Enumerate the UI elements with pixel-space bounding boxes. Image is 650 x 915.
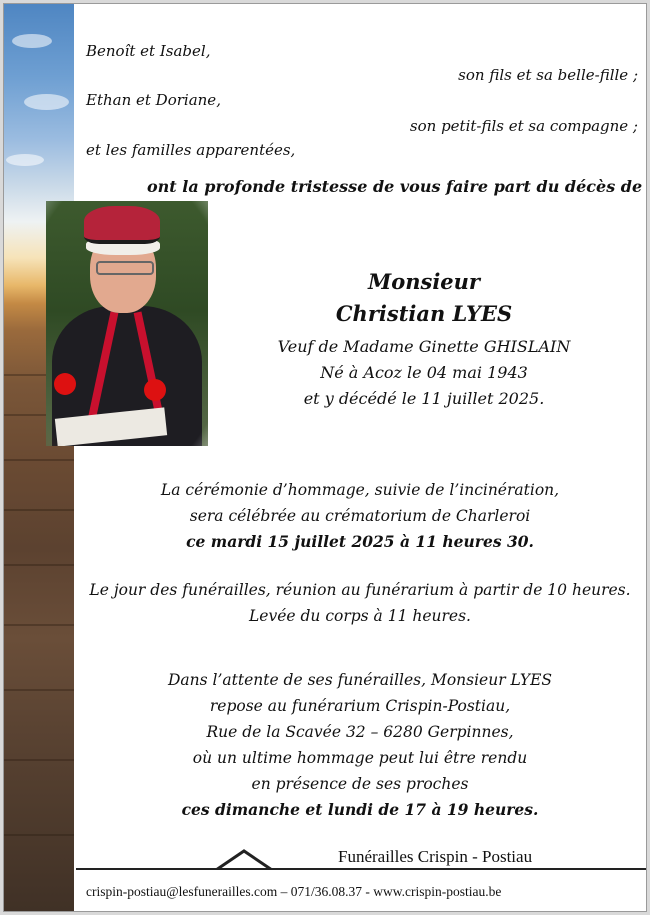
repose-line-5: en présence de ses proches: [251, 775, 469, 793]
portrait-photo: [46, 201, 208, 446]
repose-address: Rue de la Scavée 32 – 6280 Gerpinnes,: [206, 723, 514, 741]
obituary-page: [3, 3, 647, 912]
footer-contact: crispin-postiau@lesfunerailles.com – 071/36.08.37 - www.crispin-postiau.be: [86, 884, 502, 899]
footer-divider: [76, 868, 646, 870]
family-line-5: et les familles apparentées,: [86, 141, 296, 159]
family-line-4: son petit-fils et sa compagne ;: [409, 117, 638, 135]
deceased-name: Christian LYES: [335, 301, 513, 326]
funeral-day-block: [74, 577, 646, 629]
family-line-3: Ethan et Doriane,: [86, 91, 221, 109]
decorative-pier-photo: [4, 4, 74, 911]
deceased-born: Né à Acoz le 04 mai 1943: [320, 363, 528, 382]
deceased-spouse: Veuf de Madame Ginette GHISLAIN: [277, 337, 571, 356]
family-line-2: son fils et sa belle-fille ;: [458, 66, 638, 84]
repose-line-1: Dans l’attente de ses funérailles, Monsieur LYES: [167, 671, 553, 689]
repose-line-4: où un ultime hommage peut lui être rendu: [192, 749, 528, 767]
ceremony-line-1: La cérémonie d’hommage, suivie de l’incinération,: [160, 481, 560, 499]
family-line-1: Benoît et Isabel,: [86, 42, 211, 60]
funeral-day-line-1: Le jour des funérailles, réunion au funérarium à partir de 10 heures.: [89, 581, 631, 599]
house-logo-icon: [214, 848, 274, 870]
funeral-day-line-2: Levée du corps à 11 heures.: [249, 607, 471, 625]
repose-block: [74, 667, 646, 823]
ceremony-date: ce mardi 15 juillet 2025 à 11 heures 30.: [186, 532, 534, 551]
deceased-died: et y décédé le 11 juillet 2025.: [303, 389, 545, 408]
ceremony-line-2: sera célébrée au crématorium de Charleroi: [189, 507, 531, 525]
funeral-home-name: Funérailles Crispin - Postiau: [338, 847, 533, 866]
repose-hours: ces dimanche et lundi de 17 à 19 heures.: [181, 800, 539, 819]
ceremony-block: [74, 477, 646, 555]
repose-line-2: repose au funérarium Crispin-Postiau,: [209, 697, 511, 715]
deceased-title: Monsieur: [367, 269, 480, 294]
announcement: ont la profonde tristesse de vous faire part du décès de: [147, 177, 643, 196]
